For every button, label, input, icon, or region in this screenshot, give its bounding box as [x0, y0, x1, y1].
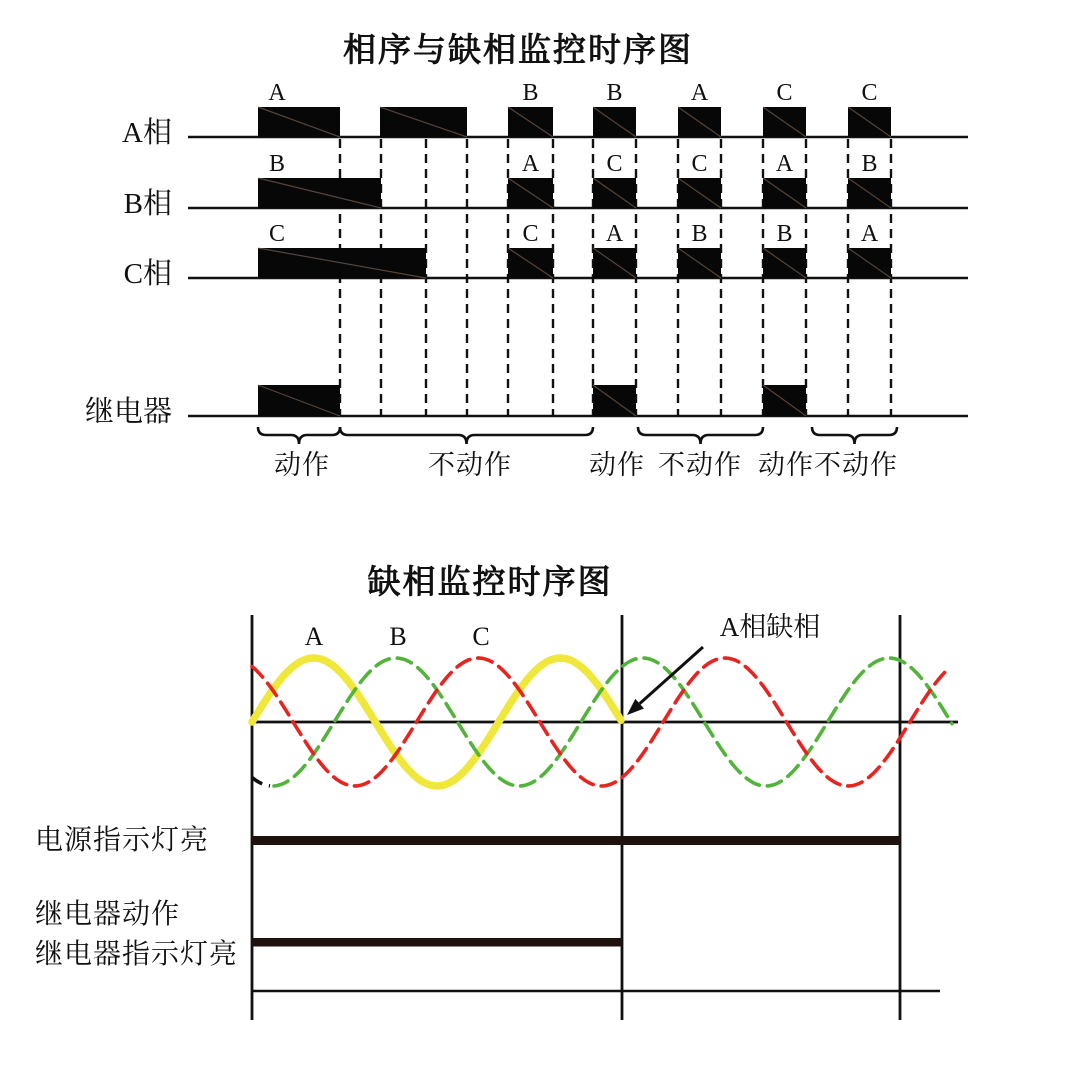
- pulse-diagonal-row2-5: [848, 248, 891, 278]
- pulse-row3-0: [258, 385, 340, 416]
- phase-loss-annotation: A相缺相: [719, 612, 821, 642]
- zone-brace-0: [258, 427, 340, 444]
- pulse-row0-4: [678, 107, 721, 137]
- pulse-row0-1: [380, 107, 467, 137]
- pulse-label-row2-3: B: [691, 221, 708, 247]
- pulse-diagonal-row1-1: [508, 178, 553, 208]
- pulse-row1-1: [508, 178, 553, 208]
- pulse-row3-2: [763, 385, 806, 416]
- pulse-row0-6: [848, 107, 891, 137]
- pulse-row1-4: [763, 178, 806, 208]
- pulse-diagonal-row0-3: [593, 107, 636, 137]
- zone-label-4: 动作: [758, 450, 814, 480]
- zone-label-1: 不动作: [428, 450, 512, 480]
- pulse-diagonal-row2-1: [508, 248, 553, 278]
- pulse-label-row2-4: B: [776, 221, 793, 247]
- pulse-diagonal-row0-1: [380, 107, 467, 137]
- pulse-label-row1-3: C: [691, 151, 708, 177]
- zone-label-5: 不动作: [814, 450, 898, 480]
- pulse-label-row1-4: A: [775, 151, 794, 177]
- pulse-row1-3: [678, 178, 721, 208]
- pulse-label-row2-2: A: [605, 221, 624, 247]
- indicator-bar-1: [252, 938, 622, 947]
- pulse-row0-2: [508, 107, 553, 137]
- row-label-1: B相: [123, 188, 172, 220]
- signal-label-0: 电源指示灯亮: [35, 825, 210, 856]
- pulse-row1-5: [848, 178, 891, 208]
- pulse-label-row0-4: A: [690, 80, 709, 106]
- row-label-3: 继电器: [84, 396, 172, 428]
- pulse-row0-0: [258, 107, 340, 137]
- zone-label-3: 不动作: [658, 450, 742, 480]
- bottom-diagram-title: 缺相监控时序图: [367, 565, 613, 601]
- zone-label-0: 动作: [274, 450, 330, 480]
- pulse-diagonal-row1-3: [678, 178, 721, 208]
- signal-label-1: 继电器动作: [35, 899, 181, 930]
- pulse-row0-5: [763, 107, 806, 137]
- row-label-0: A相: [122, 117, 172, 149]
- pulse-diagonal-row0-4: [678, 107, 721, 137]
- zone-label-2: 动作: [589, 450, 645, 480]
- indicator-bar-0: [252, 836, 900, 845]
- pulse-label-row0-3: B: [606, 80, 623, 106]
- pulse-row2-4: [763, 248, 806, 278]
- pulse-label-row0-2: B: [522, 80, 539, 106]
- pulse-row2-3: [678, 248, 721, 278]
- pulse-row0-3: [593, 107, 636, 137]
- pulse-diagonal-row1-0: [258, 178, 381, 208]
- pulse-diagonal-row2-3: [678, 248, 721, 278]
- pulse-label-row0-6: C: [861, 80, 878, 106]
- pulse-label-row0-5: C: [776, 80, 793, 106]
- pulse-label-row2-0: C: [268, 221, 285, 247]
- pulse-row2-2: [593, 248, 636, 278]
- pulse-row2-1: [508, 248, 553, 278]
- row-label-2: C相: [123, 258, 172, 290]
- pulse-row1-0: [258, 178, 381, 208]
- pulse-diagonal-row1-5: [848, 178, 891, 208]
- pulse-row3-1: [593, 385, 636, 416]
- pulse-label-row1-1: A: [521, 151, 540, 177]
- pulse-label-row0-0: A: [268, 80, 286, 106]
- zone-brace-3: [812, 427, 897, 444]
- pulse-label-row1-2: C: [606, 151, 623, 177]
- pulse-row1-2: [593, 178, 636, 208]
- signal-label-2: 继电器指示灯亮: [35, 939, 239, 970]
- annotation-arrow-head: [627, 699, 644, 715]
- pulse-row2-5: [848, 248, 891, 278]
- wave-phase-label-0: A: [304, 622, 324, 651]
- pulse-diagonal-row3-0: [258, 385, 340, 416]
- wave-phase-label-2: C: [472, 622, 490, 651]
- annotation-arrow-line: [640, 647, 703, 704]
- pulse-diagonal-row1-4: [763, 178, 806, 208]
- pulse-diagonal-row0-0: [258, 107, 340, 137]
- pulse-label-row2-1: C: [522, 221, 539, 247]
- black-lead-dashes: [252, 778, 270, 786]
- phase-wave-C: [252, 658, 948, 786]
- phase-wave-A: [252, 658, 621, 786]
- pulse-diagonal-row3-1: [593, 385, 636, 416]
- pulse-diagonal-row1-2: [593, 178, 636, 208]
- zone-brace-2: [638, 427, 763, 444]
- pulse-row2-0: [258, 248, 426, 278]
- pulse-diagonal-row0-6: [848, 107, 891, 137]
- pulse-diagonal-row2-2: [593, 248, 636, 278]
- phase-wave-B: [274, 658, 952, 786]
- wave-phase-label-1: B: [389, 622, 407, 651]
- pulse-diagonal-row0-5: [763, 107, 806, 137]
- pulse-label-row2-5: A: [860, 221, 879, 247]
- pulse-diagonal-row3-2: [763, 385, 806, 416]
- pulse-diagonal-row2-4: [763, 248, 806, 278]
- pulse-label-row1-0: B: [268, 151, 285, 177]
- pulse-diagonal-row0-2: [508, 107, 553, 137]
- zone-brace-1: [340, 427, 593, 444]
- top-diagram-title: 相序与缺相监控时序图: [343, 33, 693, 69]
- pulse-label-row1-5: B: [861, 151, 878, 177]
- pulse-diagonal-row2-0: [258, 248, 426, 278]
